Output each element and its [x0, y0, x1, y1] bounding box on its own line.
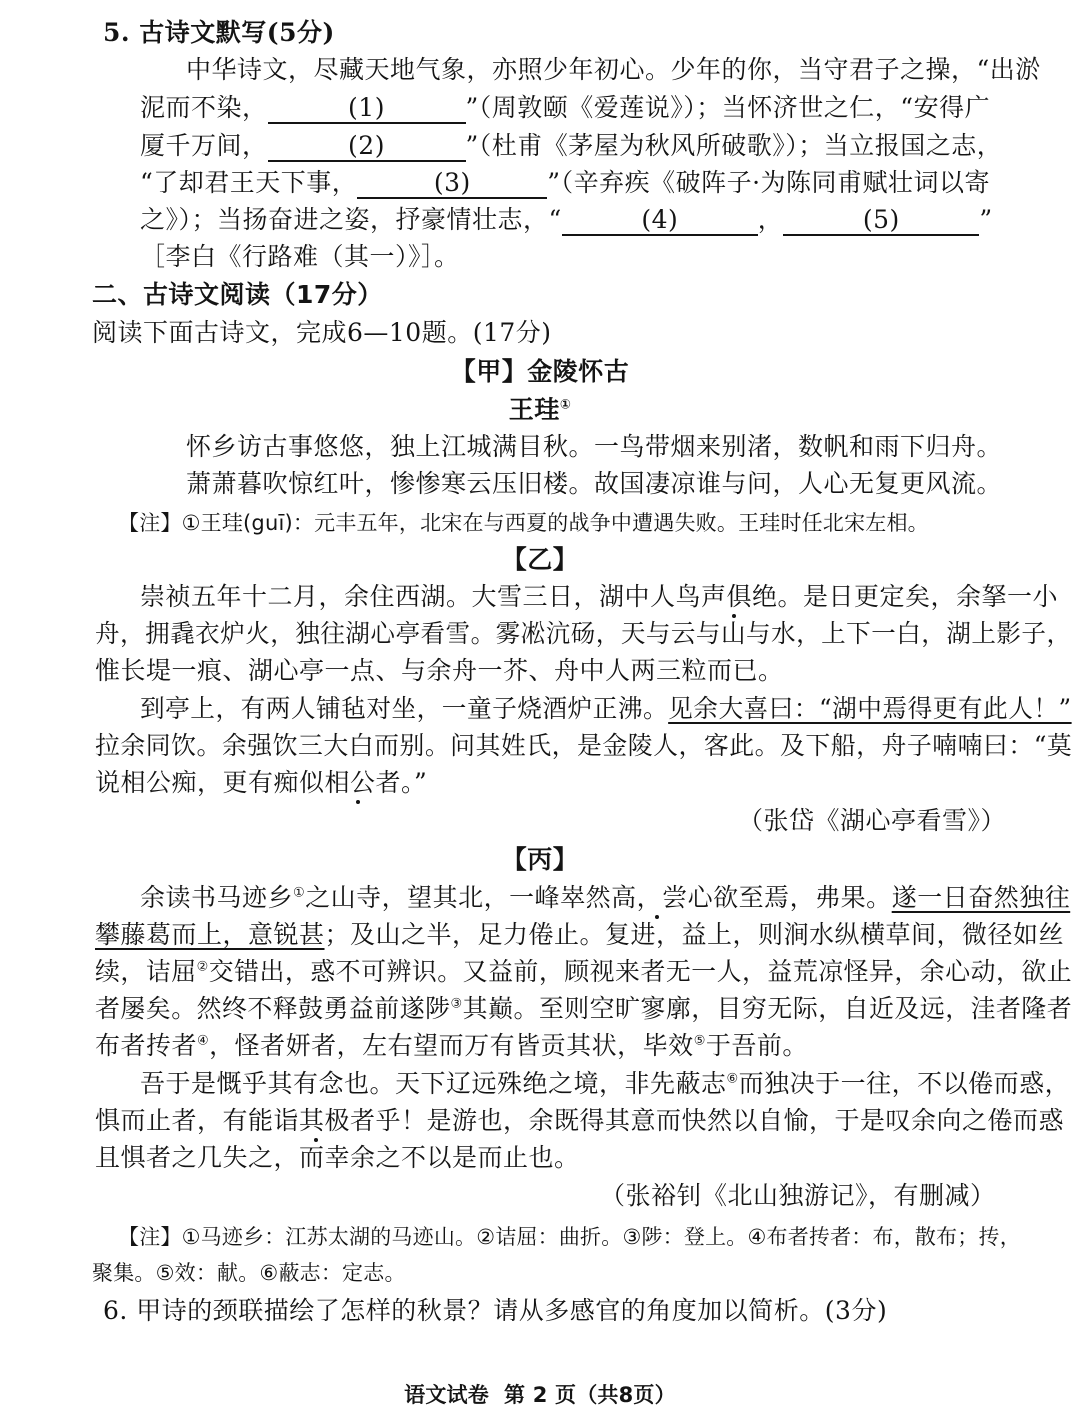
q5-line-5: 之》）；当扬奋进之姿，抒豪情壮志，“ (4) ， (5) ” — [140, 205, 993, 234]
yi-title: 【乙】 — [501, 545, 579, 574]
bing-source: （张裕钊《北山独游记》，有删减） — [600, 1181, 996, 1210]
jia-title: 【甲】金陵怀古 — [450, 357, 630, 386]
q5-line-1: 中华诗文，尽藏天地气象，亦照少年初心。少年的你，当守君子之操，“出淤 — [186, 55, 1041, 84]
yi-line-4: 到亭上，有两人铺毡对坐，一童子烧酒炉正沸。见余大喜曰：“湖中焉得更有此人！” — [140, 694, 1072, 723]
bing-line-2: 攀藤葛而上，意锐甚；及山之半，足力倦止。复进，益上，则涧水纵横草间，微径如丝 — [95, 920, 1065, 949]
emphasis-dot — [655, 915, 659, 919]
jia-author: 王珪① — [508, 395, 572, 424]
bing-line-5: 布者抟者④，怪者妍者，左右望而万有皆贡其状，毕效⑤于吾前。 — [95, 1031, 808, 1060]
q5-line-2: 泥而不染， (1) ”（周敦颐《爱莲说》）；当怀济世之仁，“安得广 — [140, 93, 991, 122]
bing-underlined-sentence-a: 遂一日奋然独往 — [891, 883, 1071, 912]
yi-line-3: 惟长堤一痕、湖心亭一点、与余舟一芥、舟中人两三粒而已。 — [95, 656, 784, 685]
bing-line-3: 续，诘屈②交错出，惑不可辨识。又益前，顾视来者无一人，益荒凉怪异，余心动，欲止 — [95, 957, 1073, 986]
bing-note-line-2: 聚集。⑤效：献。⑥蔽志：定志。 — [92, 1261, 406, 1285]
yi-line-1: 崇祯五年十二月，余住西湖。大雪三日，湖中人鸟声俱绝。是日更定矣，余拏一小 — [140, 582, 1059, 611]
yi-underlined-sentence: 见余大喜曰：“湖中焉得更有此人！” — [668, 694, 1072, 723]
bing-line-7: 惧而止者，有能诣其极者乎！是游也，余既得其意而快然以自愉，于是叹余向之倦而惑 — [95, 1106, 1065, 1135]
q5-heading: 5. 古诗文默写(5分) — [103, 18, 335, 47]
yi-line-2: 舟，拥毳衣炉火，独往湖心亭看雪。雾凇沆砀，天与云与山与水，上下一白，湖上影子， — [95, 619, 1072, 648]
page-footer: 语文试卷 第 2 页（共8页） — [404, 1383, 676, 1407]
jia-poem-line-2: 萧萧暮吹惊红叶，惨惨寒云压旧楼。故国凄凉谁与问，人心无复更风流。 — [186, 469, 1003, 498]
q6-question: 6. 甲诗的颈联描绘了怎样的秋景？请从多感官的角度加以简析。(3分) — [103, 1296, 888, 1325]
bing-line-6: 吾于是慨乎其有念也。天下辽远殊绝之境，非先蔽志⑥而独决于一往，不以倦而惑， — [140, 1069, 1071, 1098]
jia-poem-line-1: 怀乡访古事悠悠，独上江城满目秋。一鸟带烟来别渚，数帆和雨下归舟。 — [186, 432, 1003, 461]
jia-note: 【注】①王珪(guī)：元丰五年，北宋在与西夏的战争中遭遇失败。王珪时任北宋左相。 — [118, 511, 929, 535]
yi-line-5: 拉余同饮。余强饮三大白而别。问其姓氏，是金陵人，客此。及下船，舟子喃喃曰：“莫 — [95, 731, 1073, 760]
yi-source: （张岱《湖心亭看雪》） — [738, 806, 1007, 835]
q5-line-3: 厦千万间， (2) ”（杜甫《茅屋为秋风所破歌》）；当立报国之志， — [140, 131, 1003, 160]
emphasis-dot — [356, 800, 360, 804]
bing-note-line-1: 【注】①马迹乡：江苏太湖的马迹山。②诘屈：曲折。③陟：登上。④布者抟者：布，散布；抟， — [118, 1225, 1021, 1249]
bing-title: 【丙】 — [501, 845, 579, 874]
bing-line-8: 且惧者之几失之，而幸余之不以是而止也。 — [95, 1143, 580, 1172]
blank-5[interactable]: (5) — [783, 206, 979, 236]
bing-underlined-sentence-b: 攀藤葛而上，意锐甚 — [95, 920, 325, 949]
emphasis-dot — [314, 1138, 318, 1142]
bing-line-4: 者屡矣。然终不释鼓勇益前遂陟③其巅。至则空旷寥廓，目穷无际，自近及远，洼者隆者 — [95, 994, 1073, 1023]
blank-4[interactable]: (4) — [562, 206, 758, 236]
blank-1[interactable]: (1) — [268, 94, 466, 124]
yi-line-6: 说相公痴，更有痴似相公者。” — [95, 768, 428, 797]
blank-3[interactable]: (3) — [357, 169, 547, 199]
section-2-intro: 阅读下面古诗文，完成6—10题。(17分) — [92, 318, 552, 347]
emphasis-dot — [732, 614, 736, 618]
section-2-heading: 二、古诗文阅读（17分） — [92, 280, 383, 309]
blank-2[interactable]: (2) — [268, 132, 466, 162]
bing-line-1: 余读书马迹乡①之山寺，望其北，一峰崒然高，尝心欲至焉，弗果。遂一日奋然独往 — [140, 883, 1071, 912]
q5-line-6: ［李白《行路难（其一）》］。 — [140, 242, 460, 271]
q5-line-4: “了却君王天下事， (3) ”（辛弃疾《破阵子·为陈同甫赋壮词以寄 — [140, 168, 991, 197]
